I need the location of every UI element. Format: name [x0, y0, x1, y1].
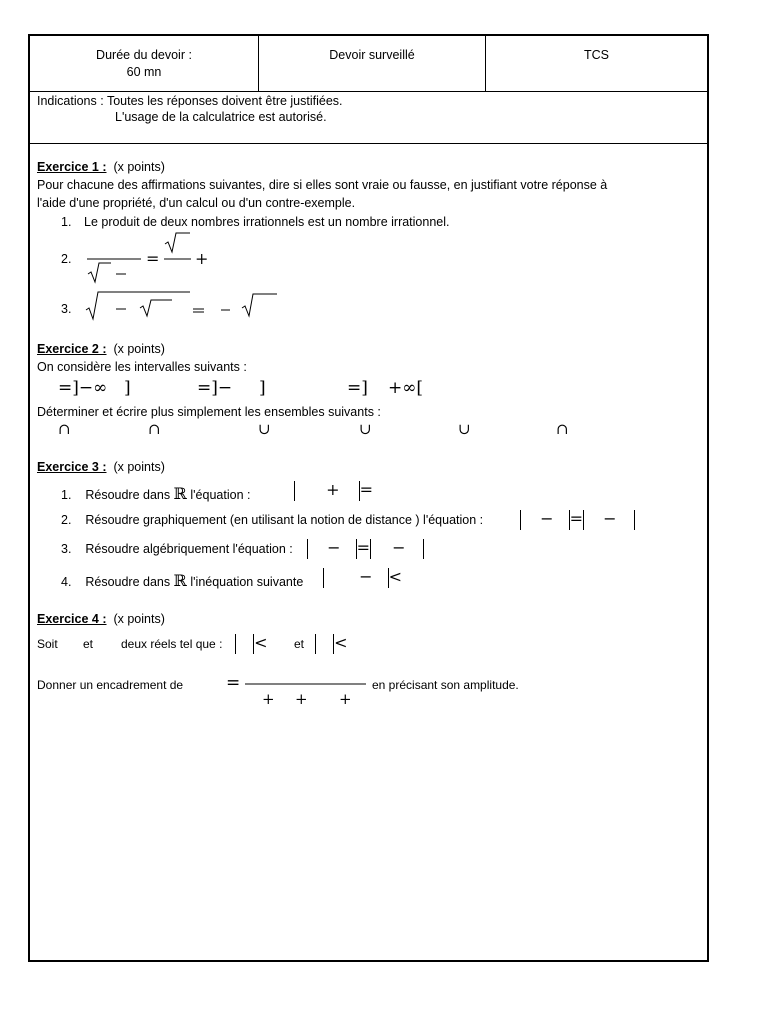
interval-1-right: ] [124, 378, 131, 398]
ex3-item3 [61, 542, 293, 556]
ex4-donner: Donner un encadrement de [37, 678, 184, 692]
ex3-item3-text: Résoudre algébriquement l'équation : [85, 542, 293, 556]
ex1-item3-num: 3. [61, 302, 72, 316]
ex4-cond2 [315, 633, 348, 654]
type-cell [259, 36, 486, 91]
ex4-frac-eq: = [226, 673, 241, 693]
interval-2-minus: − [217, 378, 233, 398]
ex3-item4-text: Résoudre dans [85, 575, 171, 589]
ex4-et2: et [294, 637, 305, 651]
ex1-intro2: l'aide d'une propriété, d'un calcul ou d'un contre-exemple. [37, 196, 356, 210]
reals-symbol-1: ℝ [173, 484, 187, 503]
ex1-item1-text: Le produit de deux nombres irrationnels est un nombre irrationnel. [84, 215, 450, 229]
set-op-4: ∪ [359, 420, 372, 438]
ex4-cond1-less: < [254, 633, 268, 652]
ex3-eq2-minus1: − [540, 509, 554, 528]
ex3-item2-num: 2. [61, 513, 72, 527]
interval-1-left: ]−∞ [72, 378, 108, 398]
set-op-3: ∪ [258, 420, 271, 438]
ex2-heading [37, 342, 165, 356]
indications-line2: L'usage de la calculatrice est autorisé. [115, 110, 327, 124]
set-op-2: ∩ [148, 420, 161, 438]
ex3-item1 [61, 484, 250, 503]
indications-line1: Toutes les réponses doivent être justifiées. [106, 94, 343, 108]
interval-2-right: ] [259, 378, 266, 398]
ex3-item4-num: 4. [61, 575, 72, 589]
ex1-item1-num: 1. [61, 215, 72, 229]
ex3-ineq4-less: < [388, 567, 402, 586]
ex4-frac-plus2: + [295, 690, 308, 708]
indications-label: Indications : [37, 94, 104, 108]
ex3-eq2-minus2: − [603, 509, 617, 528]
ex4-heading [37, 612, 165, 626]
ex3-heading [37, 460, 165, 474]
ex3-eq1 [294, 480, 373, 501]
ex2-title: Exercice 2 : [37, 342, 107, 356]
ex3-item2 [61, 513, 483, 527]
ex3-item1-text: Résoudre dans [85, 488, 171, 502]
ex3-eq3 [307, 538, 424, 559]
ex3-item1-num: 1. [61, 488, 72, 502]
interval-3-eq: = [347, 378, 362, 398]
ex1-item3-formula [84, 288, 284, 324]
ex1-item2-plus: + [195, 249, 209, 268]
duration-cell [30, 36, 259, 91]
ex1-intro1: Pour chacune des affirmations suivantes, dire si elles sont vraie ou fausse, en justifiant votre réponse à [37, 178, 608, 192]
ex3-item4 [61, 571, 303, 590]
interval-3-left: ] [361, 378, 368, 398]
duration-value: 60 mn [126, 65, 162, 79]
interval-2 [197, 378, 232, 398]
ex1-points: (x points) [113, 160, 165, 174]
ex1-title: Exercice 1 : [37, 160, 107, 174]
set-op-1: ∩ [58, 420, 71, 438]
ex4-frac-plus3: + [339, 690, 352, 708]
ex4-et: et [83, 637, 94, 651]
ex1-item2-num: 2. [61, 252, 72, 266]
ex3-eq2-eq: = [569, 509, 583, 528]
ex4-frac-plus1: + [262, 690, 275, 708]
ex3-ineq4 [323, 567, 402, 588]
ex3-item4-after: l'inéquation suivante [190, 575, 304, 589]
interval-1 [58, 378, 107, 398]
set-op-6: ∩ [556, 420, 569, 438]
ex3-item1-after: l'équation : [190, 488, 251, 502]
ex4-deux-reels: deux réels tel que : [121, 637, 223, 651]
ex3-title: Exercice 3 : [37, 460, 107, 474]
ex4-cond1 [235, 633, 268, 654]
ex1-heading [37, 160, 165, 174]
ex1-item2-eq: = [146, 249, 160, 268]
ex3-eq1-eq: = [359, 480, 373, 499]
ex3-eq2 [520, 509, 635, 530]
ex3-ineq4-minus: − [359, 567, 373, 586]
indications-box [30, 91, 707, 144]
interval-1-eq: = [58, 378, 73, 398]
exam-level: TCS [584, 48, 609, 62]
ex3-eq1-plus: + [326, 480, 340, 499]
ex2-points: (x points) [113, 342, 165, 356]
ex4-fraction [226, 672, 368, 710]
ex3-points: (x points) [113, 460, 165, 474]
ex1-item2-formula [84, 230, 214, 286]
ex3-eq3-minus1: − [327, 538, 341, 557]
interval-3-open: [ [416, 378, 424, 398]
ex3-item3-num: 3. [61, 542, 72, 556]
ex3-eq3-minus2: − [392, 538, 406, 557]
ex2-task: Déterminer et écrire plus simplement les ensembles suivants : [37, 405, 381, 419]
ex3-item2-text: Résoudre graphiquement (en utilisant la notion de distance ) l'équation : [85, 513, 484, 527]
ex4-precisant: en précisant son amplitude. [372, 678, 519, 692]
interval-3-plusinf: +∞ [388, 378, 417, 398]
ex4-soit: Soit [37, 637, 58, 651]
interval-2-left: ] [211, 378, 218, 398]
duration-label: Durée du devoir : [96, 48, 192, 62]
ex3-eq3-eq: = [356, 538, 370, 557]
reals-symbol-2: ℝ [173, 571, 187, 590]
interval-2-eq: = [197, 378, 212, 398]
header-table [30, 36, 707, 92]
interval-3-right [388, 378, 423, 398]
exam-type: Devoir surveillé [329, 48, 415, 62]
ex4-cond2-less: < [334, 633, 348, 652]
ex2-intro: On considère les intervalles suivants : [37, 360, 247, 374]
interval-3 [347, 378, 368, 398]
ex4-title: Exercice 4 : [37, 612, 107, 626]
ex4-points: (x points) [113, 612, 165, 626]
level-cell [486, 36, 707, 91]
set-op-5: ∪ [458, 420, 471, 438]
